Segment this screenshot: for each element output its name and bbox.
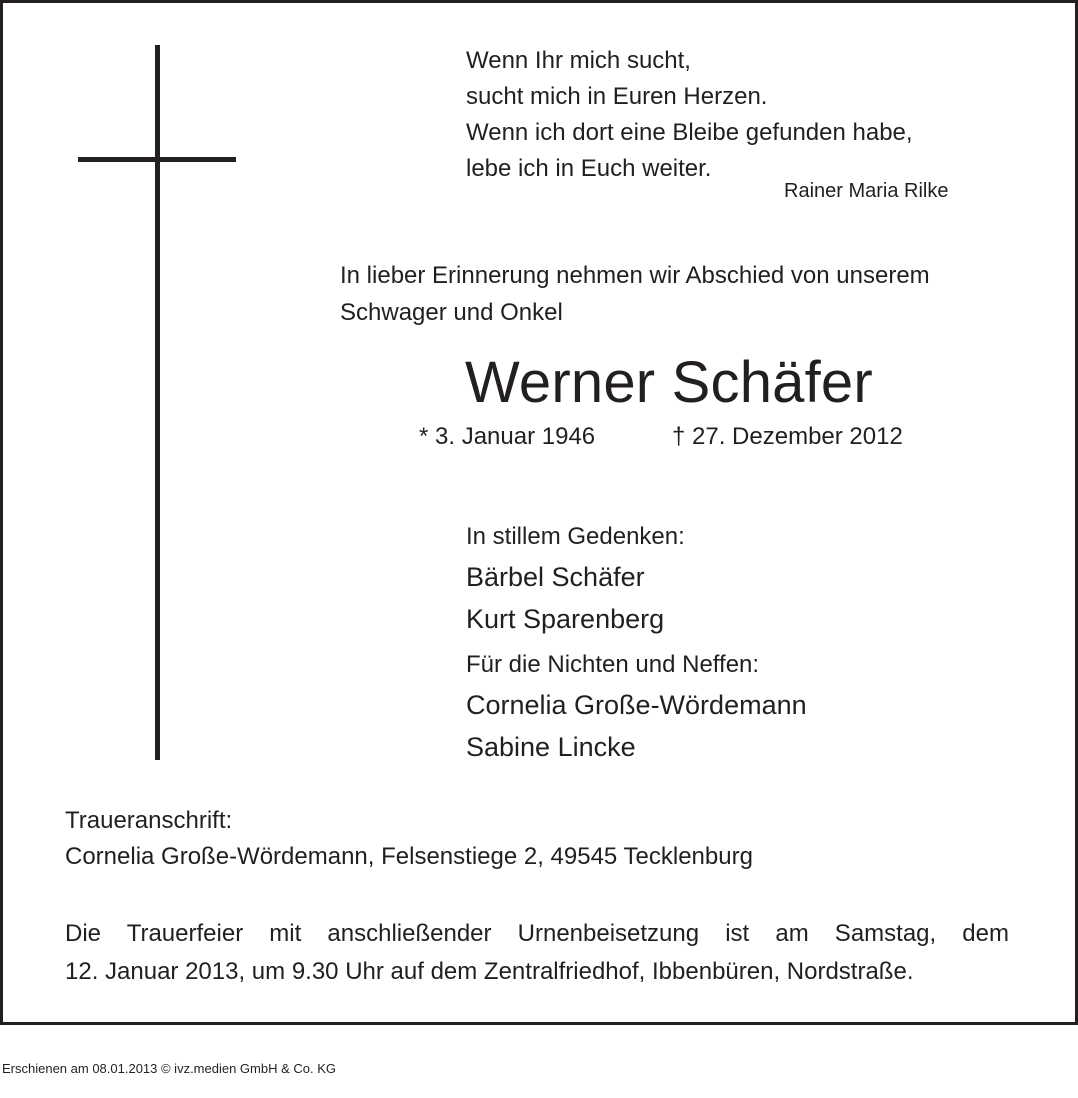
mourning-address: Cornelia Große-Wördemann, Felsenstiege 2, 49545 Tecklenburg xyxy=(65,843,753,870)
poem-author: Rainer Maria Rilke xyxy=(784,180,949,202)
mourner-name: Sabine Lincke xyxy=(466,732,636,762)
mourners-label: In stillem Gedenken: xyxy=(466,523,685,550)
mourners-block xyxy=(466,518,807,768)
intro-line: In lieber Erinnerung nehmen wir Abschied von unserem xyxy=(340,262,930,289)
address-label: Traueranschrift: xyxy=(65,807,233,834)
ceremony-line-1: Die Trauerfeier mit anschließender Urnenbeisetzung ist am Samstag, dem xyxy=(65,920,1009,947)
intro-text xyxy=(340,257,930,331)
publication-footer: Erschienen am 08.01.2013 © ivz.medien GmbH & Co. KG xyxy=(2,1061,337,1076)
deceased-name: Werner Schäfer xyxy=(465,350,873,415)
mourner-name: Bärbel Schäfer xyxy=(466,562,645,592)
mourner-name: Kurt Sparenberg xyxy=(466,604,665,634)
intro-line: Schwager und Onkel xyxy=(340,299,563,326)
poem-line: sucht mich in Euren Herzen. xyxy=(466,83,768,110)
poem-line: Wenn ich dort eine Bleibe gefunden habe, xyxy=(466,119,913,146)
poem-line: Wenn Ihr mich sucht, xyxy=(466,47,691,74)
mourner-name: Cornelia Große-Wördemann xyxy=(466,690,807,720)
death-date: † 27. Dezember 2012 xyxy=(672,423,903,450)
cross-horizontal-bar xyxy=(78,157,236,162)
cross-vertical-bar xyxy=(155,45,160,760)
nieces-nephews-label: Für die Nichten und Neffen: xyxy=(466,651,760,678)
poem-line: lebe ich in Euch weiter. xyxy=(466,155,712,182)
poem xyxy=(466,43,913,187)
birth-date: * 3. Januar 1946 xyxy=(419,423,596,450)
ceremony-line-2: 12. Januar 2013, um 9.30 Uhr auf dem Zentralfriedhof, Ibbenbüren, Nordstraße. xyxy=(65,958,914,985)
